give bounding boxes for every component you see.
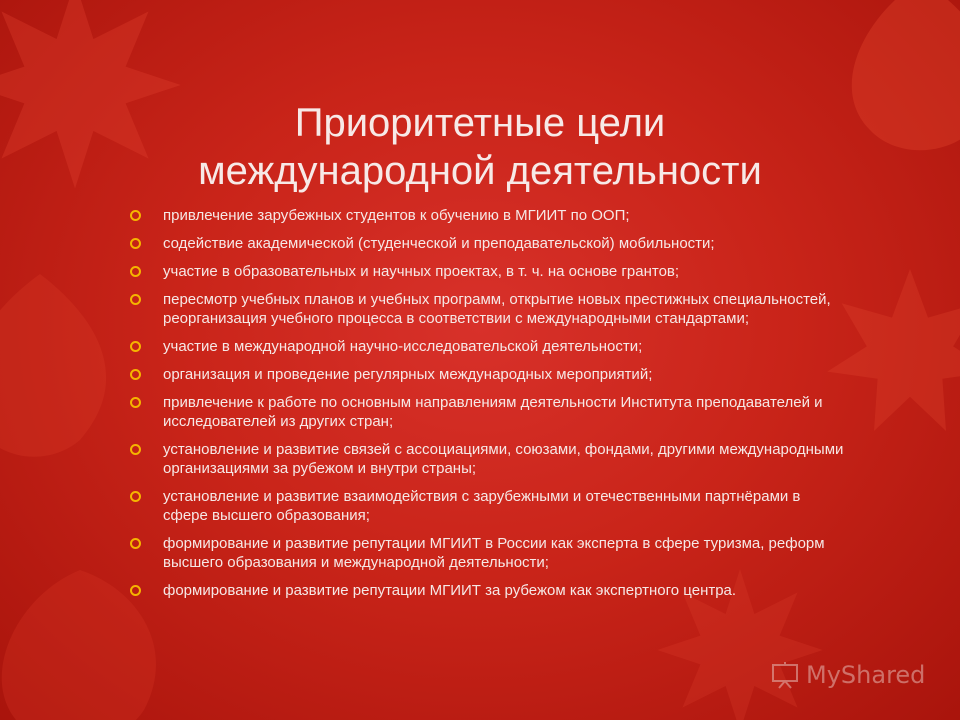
bullet-ring-icon bbox=[130, 210, 141, 221]
bullet-text: пересмотр учебных планов и учебных программ, открытие новых престижных специальностей, реорганизация учебного процесса в соответствии с международными стандартами; bbox=[163, 291, 831, 327]
slide-title bbox=[80, 99, 880, 195]
bullet-text: привлечение зарубежных студентов к обучению в МГИИТ по ООП; bbox=[163, 207, 630, 224]
bullet-text: организация и проведение регулярных международных мероприятий; bbox=[163, 366, 653, 383]
presentation-board-icon bbox=[770, 660, 800, 690]
bullet-ring-icon bbox=[130, 341, 141, 352]
bullet-item bbox=[128, 290, 848, 328]
bullet-item bbox=[128, 487, 848, 525]
bullet-ring-icon bbox=[130, 444, 141, 455]
watermark-text: MyShared bbox=[806, 661, 926, 689]
bullet-ring-icon bbox=[130, 397, 141, 408]
bullet-item bbox=[128, 534, 848, 572]
bullet-ring-icon bbox=[130, 491, 141, 502]
bullet-item bbox=[128, 440, 848, 478]
bullet-text: участие в международной научно-исследовательской деятельности; bbox=[163, 338, 643, 355]
bullet-item bbox=[128, 206, 848, 225]
bullet-ring-icon bbox=[130, 238, 141, 249]
bullet-text: установление и развитие взаимодействия с зарубежными и отечественными партнёрами в сфере высшего образования; bbox=[163, 488, 801, 524]
bullet-text: формирование и развитие репутации МГИИТ за рубежом как экспертного центра. bbox=[163, 582, 737, 599]
bullet-ring-icon bbox=[130, 585, 141, 596]
bullet-ring-icon bbox=[130, 266, 141, 277]
bullet-item bbox=[128, 393, 848, 431]
leaf-decoration-icon bbox=[0, 250, 140, 490]
bullet-text: содействие академической (студенческой и преподавательской) мобильности; bbox=[163, 235, 715, 252]
bullet-item bbox=[128, 234, 848, 253]
bullet-text: установление и развитие связей с ассоциациями, союзами, фондами, другими международными организациями за рубежом и внутри страны; bbox=[163, 441, 844, 477]
bullet-item bbox=[128, 365, 848, 384]
bullet-ring-icon bbox=[130, 538, 141, 549]
bullet-list bbox=[128, 206, 848, 609]
bullet-ring-icon bbox=[130, 369, 141, 380]
slide-title-line: Приоритетные цели bbox=[294, 100, 666, 145]
bullet-ring-icon bbox=[130, 294, 141, 305]
slide-title-line: международной деятельности bbox=[198, 148, 762, 193]
bullet-item bbox=[128, 337, 848, 356]
watermark bbox=[770, 655, 925, 695]
bullet-text: участие в образовательных и научных проектах, в т. ч. на основе грантов; bbox=[163, 263, 680, 280]
bullet-item bbox=[128, 581, 848, 600]
bullet-text: формирование и развитие репутации МГИИТ в России как эксперта в сфере туризма, реформ высшего образования и международной деятельности; bbox=[163, 535, 825, 571]
bullet-item bbox=[128, 262, 848, 281]
bullet-text: привлечение к работе по основным направлениям деятельности Института преподавателей и исследователей из других стран; bbox=[163, 394, 823, 430]
